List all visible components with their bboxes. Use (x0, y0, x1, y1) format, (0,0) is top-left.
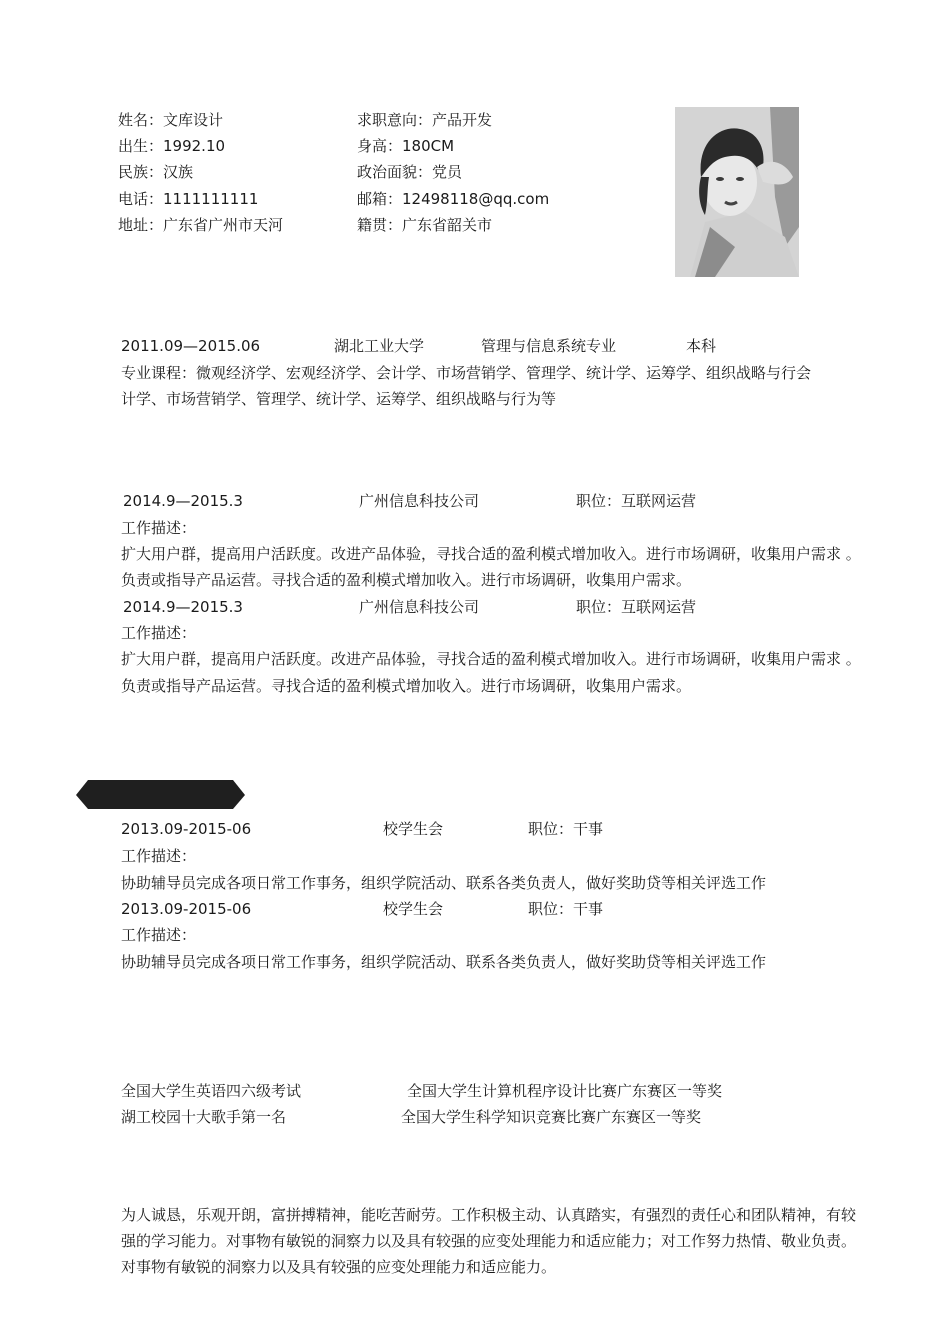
edu-degree: 本科 (686, 337, 717, 355)
campus-period: 2013.09-2015-06 (121, 900, 252, 918)
edu-period: 2011.09—2015.06 (121, 337, 261, 355)
info-height: 身高：180CM (357, 137, 455, 155)
info-name: 姓名：文库设计 (118, 111, 224, 129)
award-item: 湖工校园十大歌手第一名 (121, 1108, 287, 1126)
work-desc-label: 工作描述： (121, 519, 197, 537)
work-position: 职位：互联网运营 (576, 598, 697, 616)
self-eval-line2: 强的学习能力。对事物有敏锐的洞察力以及具有较强的应变处理能力和适应能力；对工作努力热情、敬业负责。 (121, 1232, 857, 1250)
info-phone: 电话：1111111111 (118, 190, 259, 208)
campus-position: 职位：干事 (528, 820, 604, 838)
info-ethnicity: 民族：汉族 (118, 163, 194, 181)
self-eval-line1: 为人诚恳，乐观开朗，富拼搏精神，能吃苦耐劳。工作积极主动、认真踏实，有强烈的责任心和团队精神，有较 (121, 1206, 857, 1224)
award-item: 全国大学生科学知识竞赛比赛广东赛区一等奖 (401, 1108, 702, 1126)
campus-desc-label: 工作描述： (121, 847, 197, 865)
work-desc-line2: 负责或指导产品运营。寻找合适的盈利模式增加收入。进行市场调研，收集用户需求。 (121, 571, 692, 589)
info-birth: 出生：1992.10 (118, 137, 226, 155)
campus-desc: 协助辅导员完成各项日常工作事务，组织学院活动、联系各类负责人，做好奖助贷等相关评选工作 (121, 874, 767, 892)
work-company: 广州信息科技公司 (359, 492, 480, 510)
work-desc-label: 工作描述： (121, 624, 197, 642)
info-email: 邮箱：12498118@qq.com (357, 190, 550, 208)
campus-position: 职位：干事 (528, 900, 604, 918)
campus-desc-label: 工作描述： (121, 926, 197, 944)
section-banner (76, 780, 246, 810)
work-position: 职位：互联网运营 (576, 492, 697, 510)
work-company: 广州信息科技公司 (359, 598, 480, 616)
edu-school: 湖北工业大学 (334, 337, 425, 355)
info-political: 政治面貌：党员 (357, 163, 463, 181)
self-eval-line3: 对事物有敏锐的洞察力以及具有较强的应变处理能力和适应能力。 (121, 1258, 557, 1276)
campus-period: 2013.09-2015-06 (121, 820, 252, 838)
work-period: 2014.9—2015.3 (123, 492, 243, 510)
campus-org: 校学生会 (383, 820, 444, 838)
award-item: 全国大学生计算机程序设计比赛广东赛区一等奖 (407, 1082, 723, 1100)
info-hometown: 籍贯：广东省韶关市 (357, 216, 493, 234)
edu-courses-line2: 计学、市场营销学、管理学、统计学、运筹学、组织战略与行为等 (121, 390, 557, 408)
work-desc-line1: 扩大用户群，提高用户活跃度。改进产品体验，寻找合适的盈利模式增加收入。进行市场调研，收集用户需求 。 (121, 545, 861, 563)
profile-photo (675, 107, 799, 277)
edu-courses-line1: 专业课程：微观经济学、宏观经济学、会计学、市场营销学、管理学、统计学、运筹学、组织战略与行会 (121, 364, 812, 382)
portrait-icon (675, 107, 799, 277)
info-address: 地址：广东省广州市天河 (118, 216, 284, 234)
campus-org: 校学生会 (383, 900, 444, 918)
award-item: 全国大学生英语四六级考试 (121, 1082, 302, 1100)
work-period: 2014.9—2015.3 (123, 598, 243, 616)
work-desc-line1: 扩大用户群，提高用户活跃度。改进产品体验，寻找合适的盈利模式增加收入。进行市场调研，收集用户需求 。 (121, 650, 861, 668)
work-desc-line2: 负责或指导产品运营。寻找合适的盈利模式增加收入。进行市场调研，收集用户需求。 (121, 677, 692, 695)
info-job-intent: 求职意向：产品开发 (357, 111, 493, 129)
edu-major: 管理与信息系统专业 (481, 337, 617, 355)
campus-desc: 协助辅导员完成各项日常工作事务，组织学院活动、联系各类负责人，做好奖助贷等相关评选工作 (121, 953, 767, 971)
